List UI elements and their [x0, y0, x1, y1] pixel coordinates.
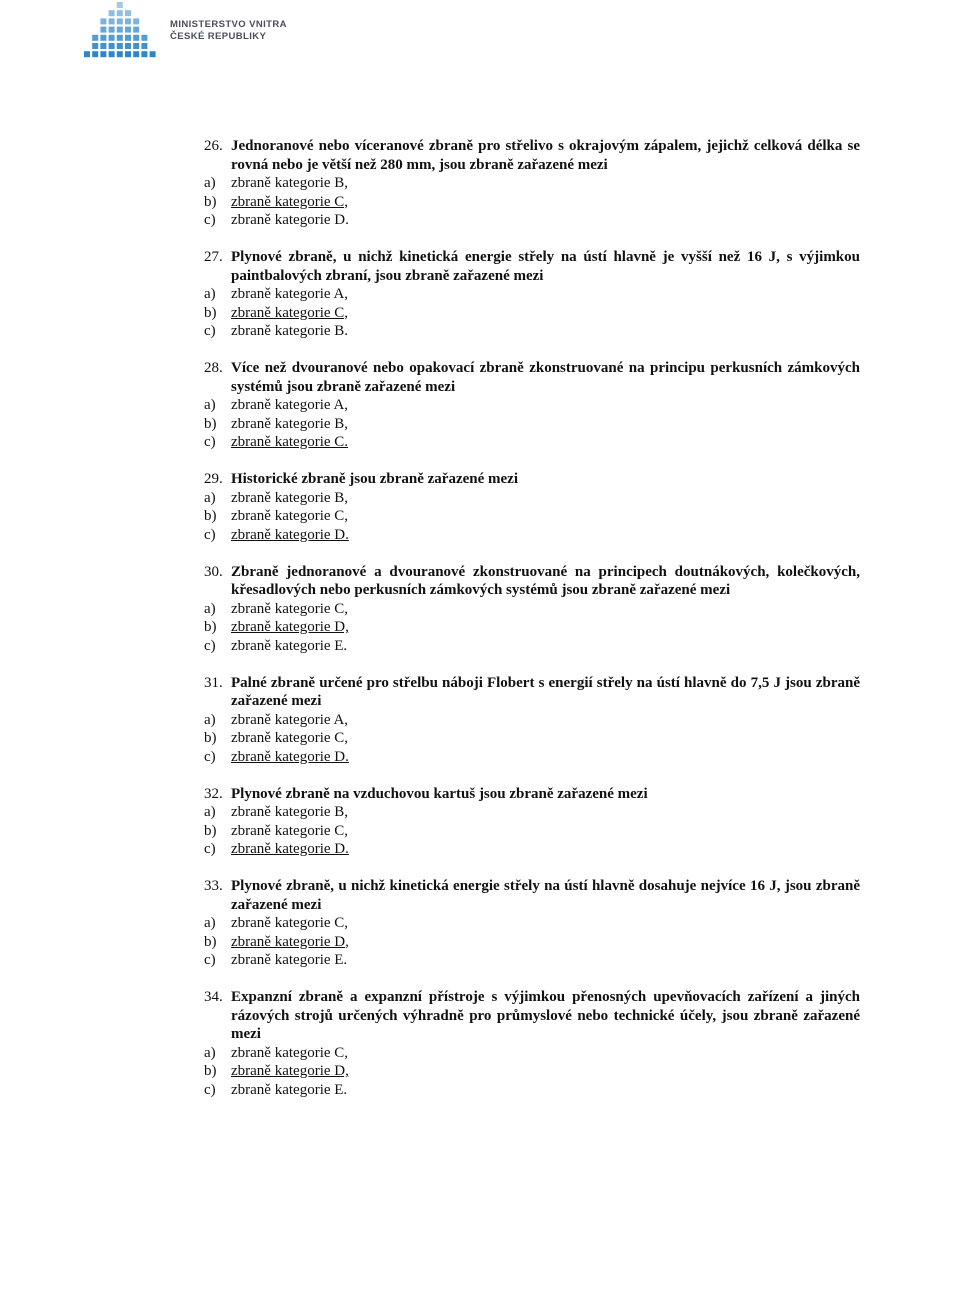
logo-square [109, 27, 115, 33]
answer-option [204, 840, 860, 859]
logo-square [109, 18, 115, 24]
option-letter: a) [204, 600, 216, 617]
option-letter: b) [204, 619, 217, 635]
question-text: Expanzní zbraně a expanzní přístroje s výjimkou přenosných upevňovacích zařízení a jiných rázových strojů určených výhradně pro průmyslové nebo technické účely, jsou zbraně zařazené mezi [231, 989, 860, 1042]
answer-option [204, 711, 860, 730]
option-text-underlined: zbraně kategorie D. [231, 526, 349, 543]
logo-square [100, 51, 106, 57]
logo-square [117, 18, 123, 24]
option-letter: c) [204, 526, 216, 543]
question-item [204, 248, 860, 341]
question-item [204, 877, 860, 970]
question-text: Plynové zbraně, u nichž kinetická energie střely na ústí hlavně dosahuje nejvíce 16 J, jsou zbraně zařazené mezi [231, 878, 860, 913]
answer-option [204, 1081, 860, 1100]
logo-square [117, 27, 123, 33]
question-number: 32. [204, 785, 223, 802]
question-item [204, 785, 860, 859]
answer-option [204, 600, 860, 619]
option-letter: c) [204, 748, 216, 765]
question-list [204, 137, 860, 1118]
option-letter: a) [204, 1044, 216, 1061]
option-letter: c) [204, 952, 216, 968]
logo-square [125, 35, 131, 41]
option-text: zbraně kategorie E. [231, 637, 348, 654]
question-heading [204, 674, 860, 711]
logo-square [125, 43, 131, 49]
question-text: Zbraně jednoranové a dvouranové zkonstruované na principech doutnákových, kolečkových, křesadlových nebo perkusních zámkových systémů jsou zbraně zařazené mezi [231, 563, 860, 598]
answer-option [204, 322, 860, 341]
option-text-underlined: zbraně kategorie C, [231, 193, 349, 210]
question-number: 28. [204, 360, 223, 376]
option-text: zbraně kategorie A, [231, 397, 349, 413]
question-item [204, 137, 860, 230]
question-heading [204, 359, 860, 396]
option-letter: b) [204, 730, 217, 746]
answer-option [204, 803, 860, 822]
question-heading [204, 470, 860, 489]
option-text-underlined: zbraně kategorie C. [231, 434, 349, 450]
question-number: 29. [204, 471, 223, 487]
option-letter: a) [204, 397, 216, 413]
question-number: 33. [204, 878, 223, 894]
logo-square [125, 51, 131, 57]
option-letter: a) [204, 711, 216, 728]
option-text: zbraně kategorie E. [231, 952, 348, 968]
logo-square [141, 43, 147, 49]
answer-option [204, 729, 860, 748]
logo-square [109, 51, 115, 57]
option-letter: c) [204, 1081, 216, 1098]
option-letter: a) [204, 915, 216, 931]
question-item [204, 563, 860, 656]
question-heading [204, 563, 860, 600]
logo-square [100, 18, 106, 24]
answer-option [204, 433, 860, 452]
logo-square [117, 51, 123, 57]
logo-square [84, 51, 90, 57]
question-item [204, 988, 860, 1099]
answer-option [204, 933, 860, 952]
option-text-underlined: zbraně kategorie D, [231, 933, 349, 950]
option-text-underlined: zbraně kategorie D, [231, 619, 349, 635]
question-number: 30. [204, 563, 223, 580]
answer-option [204, 822, 860, 841]
option-letter: b) [204, 822, 217, 839]
answer-option [204, 304, 860, 323]
question-number: 26. [204, 138, 223, 154]
option-letter: c) [204, 212, 216, 228]
option-letter: b) [204, 193, 217, 210]
option-letter: b) [204, 1063, 217, 1079]
logo-square [117, 2, 123, 8]
answer-option [204, 1062, 860, 1081]
option-letter: c) [204, 841, 216, 857]
logo-square [133, 18, 139, 24]
question-text: Palné zbraně určené pro střelbu náboji Flobert s energií střely na ústí hlavně do 7,5 J jsou zbraně zařazené mezi [231, 674, 860, 709]
question-heading [204, 137, 860, 174]
question-heading [204, 248, 860, 285]
logo-square [150, 51, 156, 57]
logo-square [125, 18, 131, 24]
answer-option [204, 415, 860, 434]
logo-square [133, 35, 139, 41]
option-text-underlined: zbraně kategorie D. [231, 841, 349, 857]
question-text: Plynové zbraně na vzduchovou kartuš jsou zbraně zařazené mezi [231, 785, 648, 802]
question-item [204, 359, 860, 452]
logo-square [109, 10, 115, 16]
ministry-logo-text [170, 19, 287, 43]
answer-option [204, 914, 860, 933]
logo-square [141, 35, 147, 41]
answer-option [204, 618, 860, 637]
logo-square [100, 35, 106, 41]
logo-square [92, 43, 98, 49]
question-text: Plynové zbraně, u nichž kinetická energie střely na ústí hlavně je vyšší než 16 J, s výjimkou paintbalových zbraní, jsou zbraně zařazené mezi [231, 249, 860, 284]
question-number: 27. [204, 249, 223, 265]
option-text: zbraně kategorie B, [231, 804, 349, 820]
option-letter: b) [204, 415, 217, 432]
logo-square [92, 51, 98, 57]
option-text: zbraně kategorie B, [231, 489, 349, 506]
option-letter: c) [204, 637, 216, 654]
answer-option [204, 285, 860, 304]
logo-square [117, 43, 123, 49]
option-letter: a) [204, 175, 216, 191]
answer-option [204, 1044, 860, 1063]
ministry-logo-mark-icon [84, 2, 164, 58]
logo-square [100, 43, 106, 49]
answer-option [204, 211, 860, 230]
option-text: zbraně kategorie C, [231, 508, 349, 524]
option-letter: a) [204, 804, 216, 820]
option-letter: b) [204, 933, 217, 950]
option-text: zbraně kategorie D. [231, 212, 349, 228]
question-heading [204, 988, 860, 1044]
logo-square [133, 51, 139, 57]
logo-square [100, 27, 106, 33]
logo-square [133, 43, 139, 49]
logo-line-2: ČESKÉ REPUBLIKY [170, 31, 267, 42]
option-text: zbraně kategorie B, [231, 175, 349, 191]
option-letter: b) [204, 508, 217, 524]
question-text: Historické zbraně jsou zbraně zařazené mezi [231, 471, 518, 487]
option-text: zbraně kategorie B. [231, 323, 349, 339]
answer-option [204, 637, 860, 656]
logo-square [141, 51, 147, 57]
question-text: Více než dvouranové nebo opakovací zbraně zkonstruované na principu perkusních zámkových systémů jsou zbraně zařazené mezi [231, 360, 860, 395]
option-letter: a) [204, 286, 216, 302]
option-text: zbraně kategorie C, [231, 730, 349, 746]
logo-square [109, 43, 115, 49]
question-heading [204, 877, 860, 914]
option-text: zbraně kategorie C, [231, 1044, 349, 1061]
option-letter: a) [204, 489, 216, 506]
logo-square [125, 10, 131, 16]
logo-line-1: MINISTERSTVO VNITRA [170, 19, 287, 30]
option-text: zbraně kategorie B, [231, 415, 349, 432]
option-letter: b) [204, 304, 217, 321]
option-letter: c) [204, 323, 216, 339]
answer-option [204, 174, 860, 193]
logo-square [109, 35, 115, 41]
answer-option [204, 526, 860, 545]
question-heading [204, 785, 860, 804]
answer-option [204, 951, 860, 970]
answer-option [204, 507, 860, 526]
option-text: zbraně kategorie C, [231, 915, 349, 931]
answer-option [204, 748, 860, 767]
answer-option [204, 396, 860, 415]
question-number: 34. [204, 989, 223, 1005]
option-text-underlined: zbraně kategorie D, [231, 1063, 349, 1079]
logo-square [92, 35, 98, 41]
question-item [204, 674, 860, 767]
option-text: zbraně kategorie E. [231, 1081, 348, 1098]
answer-option [204, 489, 860, 508]
question-number: 31. [204, 674, 223, 691]
logo-square [125, 27, 131, 33]
question-text: Jednoranové nebo víceranové zbraně pro střelivo s okrajovým zápalem, jejichž celková délka se rovná nebo je větší než 280 mm, jsou zbraně zařazené mezi [231, 138, 860, 173]
question-item [204, 470, 860, 544]
answer-option [204, 193, 860, 212]
logo-square [117, 10, 123, 16]
option-text: zbraně kategorie A, [231, 711, 349, 728]
logo-square [117, 35, 123, 41]
option-text-underlined: zbraně kategorie C, [231, 304, 349, 321]
logo-square [133, 27, 139, 33]
option-letter: c) [204, 434, 216, 450]
option-text: zbraně kategorie C, [231, 600, 349, 617]
option-text-underlined: zbraně kategorie D. [231, 748, 349, 765]
option-text: zbraně kategorie A, [231, 286, 349, 302]
option-text: zbraně kategorie C, [231, 822, 349, 839]
